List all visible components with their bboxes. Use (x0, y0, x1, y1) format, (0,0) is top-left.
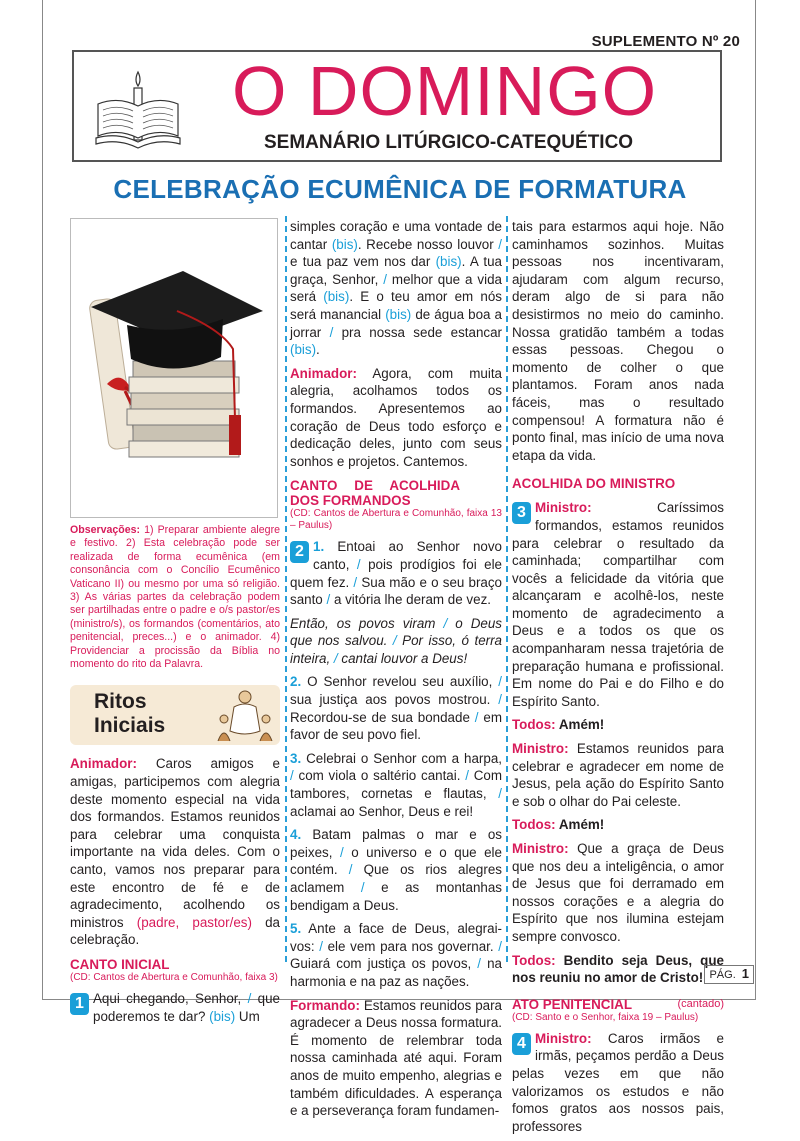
canto-inicial-cd: (CD: Cantos de Abertura e Comunhão, faixa 3) (70, 972, 278, 983)
column-divider (285, 216, 287, 962)
graduation-photo (70, 218, 278, 518)
number-badge: 1 (70, 993, 89, 1015)
book-candle-icon (88, 64, 188, 154)
ministro-4: 4 Ministro: Caros irmãos e irmãs, peçamos perdão a Deus pelas vezes em que não valorizamos os estudos e não fomos gratos aos nossos pais, professores (512, 1030, 724, 1134)
verse-1: 2 1. Entoai ao Senhor novo canto, / pois prodígios foi ele quem fez. / Sua mão e o seu braço santo / a vitória lhe deram de vez. (290, 539, 502, 608)
ritos-iniciais-banner (70, 685, 280, 745)
ministro-greeting: 3 Ministro: Caríssimos formandos, estamos reunidos para celebrar o resultado da caminhada; compartilhar com vocês a felicidade da vitória que alcançaram e acolhê-los, neste momento de agradecimento a Deus e a todos os que os acompanharam nessa trajetória de preparação humana e profissional. Em nome do Pai e do Filho e do Espírito Santo. (512, 500, 724, 709)
todos-amem-1: Todos: Amém! (512, 717, 605, 733)
page-number: PÁG. 1 (704, 965, 754, 984)
column-1 (70, 218, 280, 1031)
ato-penitencial-cd: (CD: Santo e o Senhor, faixa 19 – Paulus) (512, 1011, 699, 1023)
cantado-label: (cantado) (677, 997, 724, 1010)
observacoes-note: Observações: 1) Preparar ambiente alegre e festivo. 2) Esta celebração pode ser realizada de forma ecumênica (em consonância com o Concílio Ecumênico Vaticano II) ou mesmo por uma só religião. 3) As várias partes da celebração podem ser partilhadas entre o padre e o/s pastor/es (ministro/s), os formandos (comentários, ato penitencial, preces...) e o animador. 4) Providenciar a procissão da Bíblia no momento do rito da Palavra. (70, 524, 280, 671)
brand-title: O DOMINGO (232, 52, 658, 130)
verse-4: 4. Batam palmas o mar e os peixes, / o universo e o que ele contém. / Que os rios alegres aclamem / e as montanhas bendigam a Deus. (290, 827, 502, 913)
canto-acolhida-heading: CANTO DE ACOLHIDA DOS FORMANDOS (290, 478, 460, 509)
canto-acolhida-cd: (CD: Cantos de Abertura e Comunhão, faixa 13 – Paulus) (290, 508, 502, 532)
acolhida-ministro-heading: ACOLHIDA DO MINISTRO (512, 476, 676, 492)
ministro-2: Ministro: Estamos reunidos para celebrar e agradecer em nome de Jesus, pela ação do Espírito Santo e sob o olhar do Pai celeste. (512, 741, 724, 809)
masthead (72, 50, 722, 162)
supplement-number: SUPLEMENTO Nº 20 (591, 33, 740, 50)
column-2 (290, 218, 502, 1126)
brand-subtitle: SEMANÁRIO LITÚRGICO-CATEQUÉTICO (264, 132, 634, 153)
formando-text: Formando: Estamos reunidos para agradecer a Deus nossa formatura. É momento de relembrar toda nossa caminhada até aqui. Foram anos de muito empenho, alegrias e também dificuldades. A esperança e a perseverança foram fundamen- (290, 997, 502, 1119)
canto-inicial-continued: simples coração e uma vontade de cantar (bis). Recebe nosso louvor / e tua paz vem nos dar (bis). A tua graça, Senhor, / melhor que a vida será (bis). E o teu amor em nós será manancial (bis) de água boa a jorrar / pra nossa sede estancar (bis). (290, 219, 503, 358)
canto-inicial-heading: CANTO INICIAL (70, 957, 170, 972)
canto-inicial-lyrics: 1 Aqui chegando, Senhor, / que poderemos te dar? (bis) Um (70, 990, 280, 1025)
column-divider (506, 216, 508, 962)
jesus-children-icon (216, 687, 274, 743)
formando-continued: tais para estarmos aqui hoje. Não caminhamos sozinhos. Muitas pessoas nos incentivaram, ajudaram com algum recurso, deram algo de si para não desistirmos no meio do caminho. Nossa gratidão também a todas essas pessoas. Chegou o momento de colher o que plantamos. Foram anos nada fáceis, mas o resultado compensou! A formatura não é ponto final, mas início de uma nova etapa da vida. (512, 219, 724, 463)
number-badge: 2 (290, 541, 309, 563)
number-badge: 3 (512, 502, 531, 524)
number-badge: 4 (512, 1033, 531, 1055)
verse-5: 5. Ante a face de Deus, alegrai-vos: / ele vem para nos governar. / Guiará com justiça os povos, / na harmonia e na paz as nações. (290, 921, 502, 989)
ato-penitencial-heading: ATO PENITENCIAL (cantado) (512, 996, 724, 1012)
todos-amem-2: Todos: Amém! (512, 817, 605, 833)
verse-2: 2. O Senhor revelou seu auxílio, / sua justiça aos povos mostrou. / Recordou-se de sua bondade / em favor de seu povo fiel. (290, 674, 502, 743)
ministro-3: Ministro: Que a graça de Deus que nos deu a inteligência, o amor de Jesus que foi derramado em nossos corações e a alegria do Espírito que nos ilumina estejam sempre convosco. (512, 841, 724, 944)
column-3 (512, 218, 724, 1141)
animador-acolhida: Animador: Agora, com muita alegria, acolhamos todos os formandos. Apresentemos ao coração de Deus todo esforço e dedicação deles, junto com seus sonhos e projetos. Cantemos. (290, 365, 502, 469)
todos-bendito: Todos: Bendito seja Deus, que nos reuniu no amor de Cristo! (512, 952, 724, 986)
verse-3: 3. Celebrai o Senhor com a harpa, / com viola o saltério cantai. / Com tambores, cornetas e flautas, / aclamai ao Senhor, Deus e rei! (290, 750, 502, 819)
page-title: CELEBRAÇÃO ECUMÊNICA DE FORMATURA (113, 174, 687, 204)
ritos-iniciais-title: Ritos Iniciais (94, 690, 166, 738)
animador-intro: Animador: Caros amigos e amigas, participemos com alegria deste momento especial na vida dos formandos. Estamos reunidos para celebrar uma conquista importante na vida deles. Com o canto, vamos nos preparar para este encontro de fé e de agradecimento, acolhendo os ministros (padre, pastor/es) da celebração. (70, 756, 281, 948)
refrain: Então, os povos viram / o Deus que nos salvou. / Por isso, ó terra inteira, / cantai louvor a Deus! (290, 615, 503, 666)
